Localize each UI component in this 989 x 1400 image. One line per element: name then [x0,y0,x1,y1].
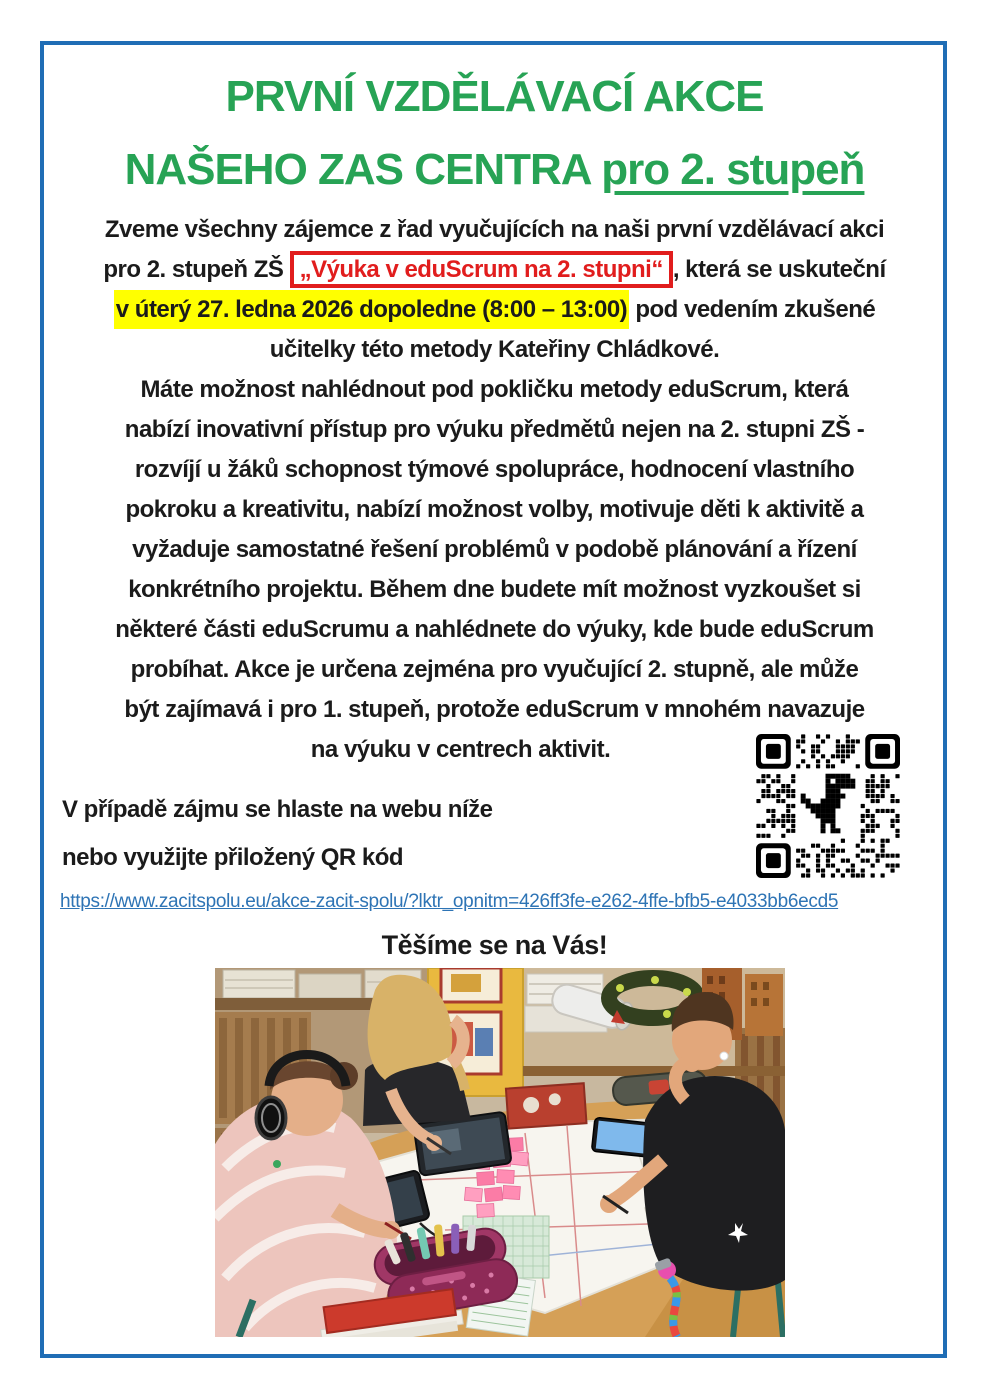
body-line [44,210,945,250]
text-segment: konkrétního projektu. Během dne budete mít možnost vyzkoušet si [128,576,861,603]
body-line [44,290,945,330]
body-line [44,450,945,490]
text-segment: učitelky této metody Kateřiny Chládkové. [269,336,720,363]
flyer-title-underlined-part: pro 2. stupeň [601,145,865,194]
text-segment: na výuku v centrech aktivit. [310,736,611,763]
qr-code [756,734,900,878]
flyer-title-line2-prefix: NAŠEHO ZAS CENTRA [124,145,602,194]
cta-line1: V případě zájmu se hlaste na webu níže [62,796,493,823]
text-segment: některé části eduScrumu a nahlédnete do výuky, kde bude eduScrum [115,616,874,643]
event-photo [215,968,785,1337]
body-line [44,650,945,690]
text-segment: Máte možnost nahlédnout pod pokličku metody eduScrum, která [140,376,849,403]
text-segment: pokroku a kreativitu, nabízí možnost volby, motivuje děti k aktivitě a [125,496,864,523]
cta-line2: nebo využijte přiložený QR kód [62,844,404,871]
text-segment: probíhat. Akce je určena zejména pro vyučující 2. stupně, ale může [130,656,859,683]
body-line [44,570,945,610]
flyer-title-line2 [0,133,989,206]
flyer-title [0,60,989,206]
body-text [44,210,945,770]
body-line [44,530,945,570]
event-name-highlight: „Výuka v eduScrum na 2. stupni“ [290,251,673,288]
red-magazine [506,1083,587,1128]
text-segment: rozvíjí u žáků schopnost týmové spolupráce, hodnocení vlastního [134,456,855,483]
flyer-title-line1: PRVNÍ VZDĚLÁVACÍ AKCE [225,72,764,121]
text-segment: pro 2. stupeň ZŠ [103,256,290,283]
text-segment: , která se uskuteční [672,256,886,283]
event-date-highlight: v úterý 27. ledna 2026 dopoledne (8:00 – 13:00) [114,290,629,329]
body-line [44,370,945,410]
body-line [44,490,945,530]
body-line [44,610,945,650]
body-line [44,410,945,450]
closing-text: Těšíme se na Vás! [381,930,608,960]
body-line [44,250,945,290]
body-line [44,330,945,370]
registration-link[interactable]: https://www.zacitspolu.eu/akce-zacit-spolu/?lktr_opnitm=426ff3fe-e262-4ffe-bfb5-e4033bb6ecd5 [60,891,839,912]
body-line [44,690,945,730]
text-segment: pod vedením zkušené [629,296,876,323]
text-segment: Zveme všechny zájemce z řad vyučujících na naši první vzdělávací akci [104,216,885,243]
text-segment: být zajímavá i pro 1. stupeň, protože eduScrum v mnohém navazuje [124,696,865,723]
text-segment: vyžaduje samostatné řešení problémů v podobě plánování a řízení [132,536,857,563]
text-segment: nabízí inovativní přístup pro výuku předmětů nejen na 2. stupni ZŠ - [124,416,865,443]
